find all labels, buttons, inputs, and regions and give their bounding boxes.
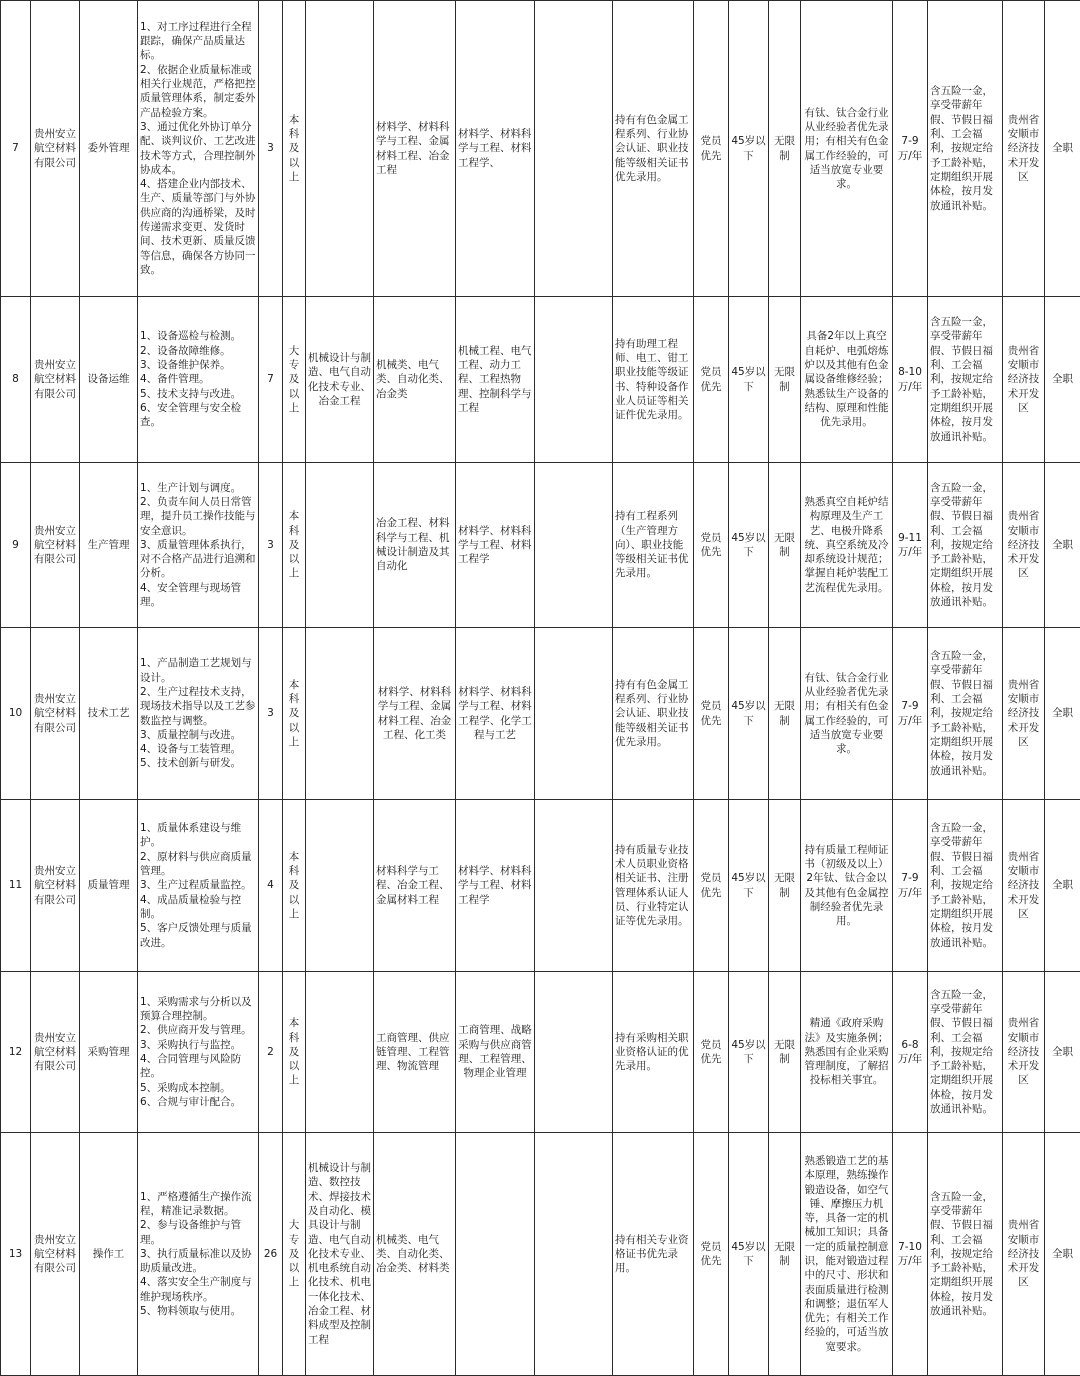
- major-undergrad: 机械类、电气类、自动化类、冶金类、材料类: [374, 1133, 456, 1376]
- major-other: [535, 800, 613, 972]
- experience-requirement: 精通《政府采购法》及实施条例；熟悉国有企业采购管理制度，了解招投标相关事宜。: [801, 972, 893, 1133]
- table-row: [1, 972, 1080, 1133]
- education: 本科及以上: [283, 1, 306, 297]
- major-other: [535, 463, 613, 628]
- major-undergrad: 材料学、材料科学与工程、金属材料工程、冶金工程: [374, 1, 456, 297]
- headcount: 3: [259, 463, 283, 628]
- work-location: 贵州省安顺市经济技术开发区: [1003, 1133, 1045, 1376]
- salary: 7-9万/年: [893, 1, 928, 297]
- experience-requirement: 熟悉锻造工艺的基本原理，熟练操作锻造设备，如空气锤、摩擦压力机等，具备一定的机械加工知识；具备一定的质量控制意识，能对锻造过程中的尺寸、形状和表面质量进行检测和调整；退伍军人优先；有相关工作经验的，可适当放宽要求。: [801, 1133, 893, 1376]
- certificate-requirement: 持有工程系列（生产管理方向）、职业技能等级相关证书优先录用。: [613, 463, 694, 628]
- major-other: [535, 1, 613, 297]
- education: 大专及以上: [283, 297, 306, 463]
- major-grad: 工商管理、战略采购与供应商管理、工程管理、物理企业管理: [456, 972, 535, 1133]
- experience-requirement: 具备2年以上真空自耗炉、电弧熔炼炉以及其他有色金属设备维修经验；熟悉钛生产设备的结构、原理和性能优先录用。: [801, 297, 893, 463]
- row-number: 13: [1, 1133, 31, 1376]
- work-location: 贵州省安顺市经济技术开发区: [1003, 800, 1045, 972]
- political-status: 党员优先: [694, 800, 729, 972]
- table-row: [1, 1, 1080, 297]
- major-undergrad: 机械类、电气类、自动化类、冶金类: [374, 297, 456, 463]
- major-other: [535, 1133, 613, 1376]
- education: 本科及以上: [283, 628, 306, 800]
- major-grad: [456, 1133, 535, 1376]
- salary: 7-10万/年: [893, 1133, 928, 1376]
- salary: 8-10万/年: [893, 297, 928, 463]
- major-other: [535, 628, 613, 800]
- major-college: [306, 628, 374, 800]
- company-name: 贵州安立航空材料有限公司: [31, 800, 80, 972]
- certificate-requirement: 持有有色金属工程系列、行业协会认证、职业技能等级相关证书优先录用。: [613, 1, 694, 297]
- gender-limit: 无限制: [769, 463, 801, 628]
- headcount: 3: [259, 628, 283, 800]
- work-location: 贵州省安顺市经济技术开发区: [1003, 628, 1045, 800]
- employment-type: 全职: [1045, 628, 1080, 800]
- employment-type: 全职: [1045, 297, 1080, 463]
- benefits: 含五险一金，享受带薪年假、节假日福利、工会福利，按规定给予工龄补贴，定期组织开展体检，按月发放通讯补贴。: [928, 1133, 1003, 1376]
- education: 本科及以上: [283, 972, 306, 1133]
- position-name: 设备运维: [80, 297, 138, 463]
- political-status: 党员优先: [694, 1, 729, 297]
- age-limit: 45岁以下: [729, 297, 769, 463]
- gender-limit: 无限制: [769, 1133, 801, 1376]
- row-number: 11: [1, 800, 31, 972]
- salary: 6-8万/年: [893, 972, 928, 1133]
- experience-requirement: 持有质量工程师证书（初级及以上）2年钛、钛合金以及其他有色金属控制经验者优先录用。: [801, 800, 893, 972]
- position-name: 采购管理: [80, 972, 138, 1133]
- salary: 9-11万/年: [893, 463, 928, 628]
- row-number: 10: [1, 628, 31, 800]
- major-grad: 材料学、材料科学与工程、材料工程学、化学工程与工艺: [456, 628, 535, 800]
- table-row: [1, 297, 1080, 463]
- age-limit: 45岁以下: [729, 628, 769, 800]
- table-row: [1, 800, 1080, 972]
- headcount: 4: [259, 800, 283, 972]
- political-status: 党员优先: [694, 972, 729, 1133]
- major-undergrad: 冶金工程、材料科学与工程、机械设计制造及其自动化: [374, 463, 456, 628]
- major-grad: 材料学、材料科学与工程、材料工程学: [456, 463, 535, 628]
- political-status: 党员优先: [694, 297, 729, 463]
- political-status: 党员优先: [694, 1133, 729, 1376]
- experience-requirement: 熟悉真空自耗炉结构原理及生产工艺、电极升降系统、真空系统及冷却系统设计规范；掌握自耗炉装配工艺流程优先录用。: [801, 463, 893, 628]
- work-location: 贵州省安顺市经济技术开发区: [1003, 1, 1045, 297]
- age-limit: 45岁以下: [729, 463, 769, 628]
- certificate-requirement: 持有质量专业技术人员职业资格相关证书、注册管理体系认证人员、行业特定认证等优先录用。: [613, 800, 694, 972]
- company-name: 贵州安立航空材料有限公司: [31, 463, 80, 628]
- benefits: 含五险一金，享受带薪年假、节假日福利、工会福利，按规定给予工龄补贴，定期组织开展体检，按月发放通讯补贴。: [928, 972, 1003, 1133]
- education: 大专及以上: [283, 1133, 306, 1376]
- salary: 7-9万/年: [893, 800, 928, 972]
- table-row: [1, 628, 1080, 800]
- age-limit: 45岁以下: [729, 972, 769, 1133]
- major-undergrad: 材料学、材料科学与工程、金属材料工程、冶金工程、化工类: [374, 628, 456, 800]
- job-duties: 1、对工序过程进行全程跟踪，确保产品质量达标。 2、依据企业质量标准或相关行业规范，严格把控质量管理体系，制定委外产品检验方案。 3、通过优化外协订单分配、谈判议价、工艺改进技术等方式，合理控制外协成本。 4、搭建企业内部技术、生产、质量等部门与外协供应商的沟通桥梁，及时传递需求变更、发货时间、技术更新、质量反馈等信息，确保各方协同一致。: [138, 1, 259, 297]
- work-location: 贵州省安顺市经济技术开发区: [1003, 297, 1045, 463]
- certificate-requirement: 持有采购相关职业资格认证的优先录用。: [613, 972, 694, 1133]
- job-duties: 1、采购需求与分析以及预算合理控制。 2、供应商开发与管理。 3、采购执行与监控。4、合同管理与风险防控。 5、采购成本控制。 6、合规与审计配合。: [138, 972, 259, 1133]
- row-number: 8: [1, 297, 31, 463]
- political-status: 党员优先: [694, 628, 729, 800]
- headcount: 2: [259, 972, 283, 1133]
- benefits: 含五险一金，享受带薪年假、节假日福利、工会福利，按规定给予工龄补贴，定期组织开展体检，按月发放通讯补贴。: [928, 628, 1003, 800]
- position-name: 质量管理: [80, 800, 138, 972]
- employment-type: 全职: [1045, 972, 1080, 1133]
- gender-limit: 无限制: [769, 628, 801, 800]
- headcount: 7: [259, 297, 283, 463]
- job-duties: 1、质量体系建设与维护。 2、原材料与供应商质量管理。 3、生产过程质量监控。 4、成品质量检验与控制。 5、客户反馈处理与质量改进。: [138, 800, 259, 972]
- major-other: [535, 297, 613, 463]
- company-name: 贵州安立航空材料有限公司: [31, 1, 80, 297]
- major-college: 机械设计与制造、数控技术、焊接技术及自动化、模具设计与制造、电气自动化技术专业、机电系统自动化技术、机电一体化技术、冶金工程、材料成型及控制工程: [306, 1133, 374, 1376]
- table-row: [1, 1133, 1080, 1376]
- political-status: 党员优先: [694, 463, 729, 628]
- major-grad: 材料学、材料科学与工程、材料工程学、: [456, 1, 535, 297]
- experience-requirement: 有钛、钛合金行业从业经验者优先录用；有相关有色金属工作经验的，可适当放宽专业要求。: [801, 1, 893, 297]
- salary: 7-9万/年: [893, 628, 928, 800]
- headcount: 26: [259, 1133, 283, 1376]
- employment-type: 全职: [1045, 463, 1080, 628]
- education: 本科及以上: [283, 463, 306, 628]
- age-limit: 45岁以下: [729, 800, 769, 972]
- job-duties: 1、产品制造工艺规划与设计。 2、生产过程技术支持，现场技术指导以及工艺参数监控与调整。 3、质量控制与改进。 4、设备与工装管理。5、技术创新与研发。: [138, 628, 259, 800]
- position-name: 委外管理: [80, 1, 138, 297]
- major-grad: 材料学、材料科学与工程、材料工程学: [456, 800, 535, 972]
- job-duties: 1、严格遵循生产操作流程，精准记录数据。 2、参与设备维护与管理。 3、执行质量标准以及协助质量改进。 4、落实安全生产制度与维护现场秩序。 5、物料领取与使用。: [138, 1133, 259, 1376]
- major-undergrad: 材料科学与工程、冶金工程、金属材料工程: [374, 800, 456, 972]
- employment-type: 全职: [1045, 1, 1080, 297]
- major-college: 机械设计与制造、电气自动化技术专业、冶金工程: [306, 297, 374, 463]
- employment-type: 全职: [1045, 1133, 1080, 1376]
- certificate-requirement: 持有有色金属工程系列、行业协会认证、职业技能等级相关证书优先录用。: [613, 628, 694, 800]
- gender-limit: 无限制: [769, 972, 801, 1133]
- major-other: [535, 972, 613, 1133]
- major-college: [306, 463, 374, 628]
- major-college: [306, 972, 374, 1133]
- education: 本科及以上: [283, 800, 306, 972]
- company-name: 贵州安立航空材料有限公司: [31, 972, 80, 1133]
- major-undergrad: 工商管理、供应链管理、工程管理、物流管理: [374, 972, 456, 1133]
- experience-requirement: 有钛、钛合金行业从业经验者优先录用；有相关有色金属工作经验的，可适当放宽专业要求。: [801, 628, 893, 800]
- work-location: 贵州省安顺市经济技术开发区: [1003, 463, 1045, 628]
- row-number: 12: [1, 972, 31, 1133]
- gender-limit: 无限制: [769, 297, 801, 463]
- job-duties: 1、设备巡检与检测。 2、设备故障维修。 3、设备维护保养。 4、备件管理。 5、技术支持与改进。 6、安全管理与安全检查。: [138, 297, 259, 463]
- employment-type: 全职: [1045, 800, 1080, 972]
- position-name: 技术工艺: [80, 628, 138, 800]
- benefits: 含五险一金，享受带薪年假、节假日福利、工会福利，按规定给予工龄补贴，定期组织开展体检，按月发放通讯补贴。: [928, 463, 1003, 628]
- row-number: 7: [1, 1, 31, 297]
- major-college: [306, 1, 374, 297]
- major-grad: 机械工程、电气工程、动力工程、工程热物理、控制科学与工程: [456, 297, 535, 463]
- work-location: 贵州省安顺市经济技术开发区: [1003, 972, 1045, 1133]
- benefits: 含五险一金，享受带薪年假、节假日福利、工会福利，按规定给予工龄补贴，定期组织开展体检，按月发放通讯补贴。: [928, 1, 1003, 297]
- gender-limit: 无限制: [769, 1, 801, 297]
- age-limit: 45岁以下: [729, 1, 769, 297]
- company-name: 贵州安立航空材料有限公司: [31, 297, 80, 463]
- company-name: 贵州安立航空材料有限公司: [31, 1133, 80, 1376]
- age-limit: 45岁以下: [729, 1133, 769, 1376]
- benefits: 含五险一金，享受带薪年假、节假日福利、工会福利，按规定给予工龄补贴，定期组织开展体检，按月发放通讯补贴。: [928, 800, 1003, 972]
- position-name: 生产管理: [80, 463, 138, 628]
- job-duties: 1、生产计划与调度。 2、负责车间人员日常管理，提升员工操作技能与安全意识。 3、质量管理体系执行，对不合格产品进行追溯和分析。 4、安全管理与现场管理。: [138, 463, 259, 628]
- company-name: 贵州安立航空材料有限公司: [31, 628, 80, 800]
- benefits: 含五险一金，享受带薪年假、节假日福利、工会福利，按规定给予工龄补贴，定期组织开展体检，按月发放通讯补贴。: [928, 297, 1003, 463]
- table-row: [1, 463, 1080, 628]
- headcount: 3: [259, 1, 283, 297]
- row-number: 9: [1, 463, 31, 628]
- gender-limit: 无限制: [769, 800, 801, 972]
- major-college: [306, 800, 374, 972]
- certificate-requirement: 持有助理工程师、电工、钳工职业技能等级证书、特种设备作业人员证等相关证件优先录用。: [613, 297, 694, 463]
- position-name: 操作工: [80, 1133, 138, 1376]
- certificate-requirement: 持有相关专业资格证书优先录用。: [613, 1133, 694, 1376]
